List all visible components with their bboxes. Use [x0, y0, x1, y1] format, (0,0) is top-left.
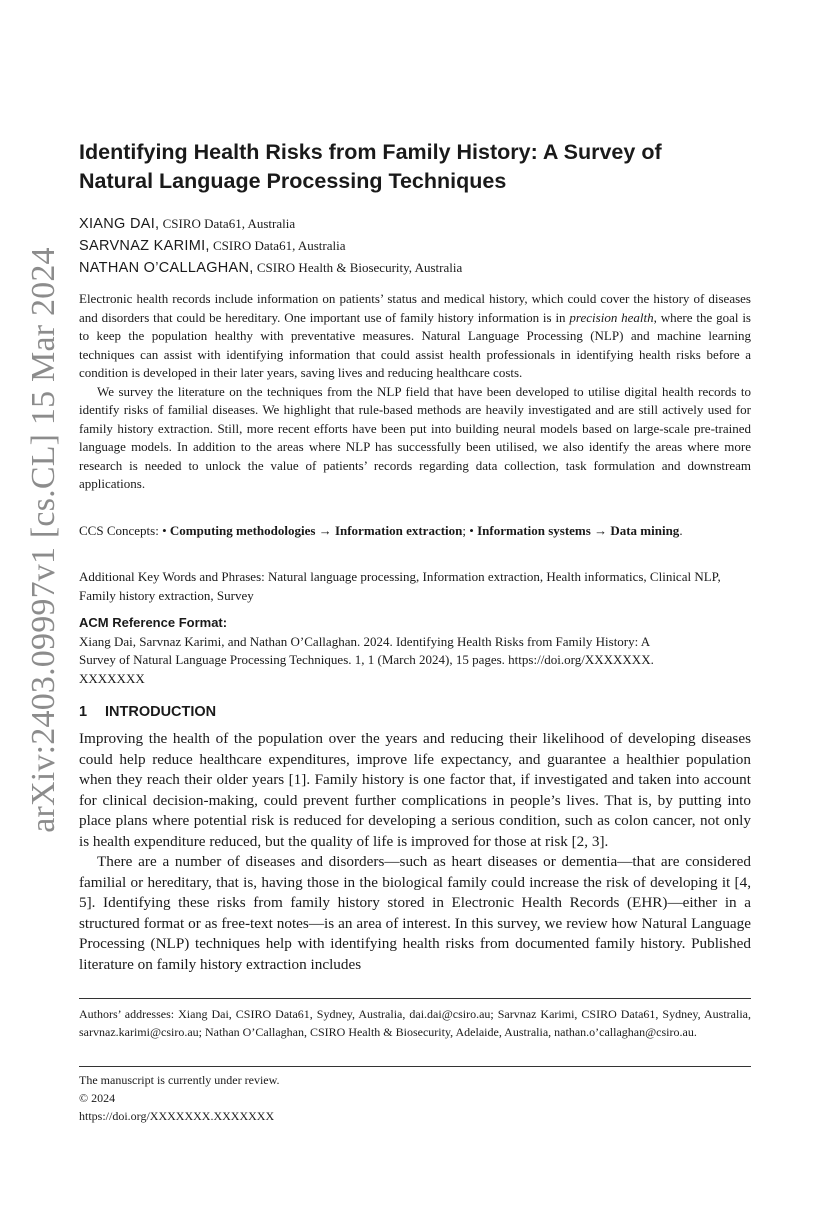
author-affiliation: CSIRO Data61, Australia [209, 238, 346, 253]
arxiv-stamp-text: arXiv:2403.09997v1 [cs.CL] 15 Mar 2024 [25, 247, 62, 833]
bullet-icon: • [469, 523, 474, 538]
abstract-text: Electronic health records include information on patients’ status and medical history, which could cover the history of diseases and disorders that could be hereditary. One important use of family history information is in [79, 291, 751, 325]
author-item [79, 257, 751, 279]
ccs-separator: ; [462, 523, 470, 538]
author-affiliation: CSIRO Health & Biosecurity, Australia [253, 260, 463, 275]
intro-paragraph-1: Improving the health of the population over the years and reducing their likelihood of developing diseases could help reduce healthcare expenditures, improve life expectancy, and guarantee a healthier population when they reach their older years [1]. Family history is one factor that, if investigated and taken into account for clinical decision-making, could prevent further complications in people’s lives. That is, by putting into place plans where potential risk is reduced for developing a serious condition, such as colon cancer, not only is health expenditure reduced, but the quality of life is improved for those at risk [2, 3]. [79, 730, 751, 850]
keywords: Additional Key Words and Phrases: Natural language processing, Information extraction, Health informatics, Clinical NLP, Family history extraction, Survey [79, 569, 721, 603]
author-name: NATHAN O’CALLAGHAN, [79, 260, 254, 276]
authors-addresses: Authors’ addresses: Xiang Dai, CSIRO Data61, Sydney, Australia, dai.dai@csiro.au; Sarvnaz Karimi, CSIRO Data61, Sydney, Australia, sarvnaz.karimi@csiro.au; Nathan O’Callaghan, CSIRO Health & Biosecurity, Adelaide, Australia, nathan.o’callaghan@csiro.au. [79, 1007, 751, 1039]
ccs-end: . [679, 523, 683, 538]
title-line-1: Identifying Health Risks from Family History: A Survey of [79, 140, 662, 164]
ccs-concept: Data mining [610, 523, 680, 538]
acm-reference-line: Survey of Natural Language Processing Techniques. 1, 1 (March 2024), 15 pages. https://doi.org/XXXXXXX. [79, 652, 654, 667]
arrow-right-icon: → [594, 523, 608, 538]
acm-reference-line: Xiang Dai, Sarvnaz Karimi, and Nathan O’Callaghan. 2024. Identifying Health Risks from Family History: A [79, 633, 651, 649]
author-name: XIANG DAI, [79, 216, 160, 232]
ccs-concepts [79, 521, 751, 540]
abstract-emphasis: precision health [569, 309, 654, 325]
intro-paragraph-2: There are a number of diseases and disorders—such as heart diseases or dementia—that are considered familial or hereditary, that is, having those in the biological family could increase the risk of developing it [4, 5]. Identifying these risks from family history stored in Electronic Health Records (EHR)—either in a structured format or as free-text notes—is an area of interest. In this survey, we review how Natural Language Processing (NLP) techniques help with identifying health risks from documented family history. Published literature on family history extraction includes [79, 853, 751, 973]
copyright: © 2024 [79, 1091, 116, 1105]
acm-reference-heading: ACM Reference Format: [79, 615, 228, 630]
review-note: The manuscript is currently under review. [79, 1073, 280, 1087]
footnote-divider [79, 998, 751, 999]
author-affiliation: CSIRO Data61, Australia [159, 216, 296, 231]
author-list [79, 213, 751, 279]
ccs-concept: Information systems [477, 523, 591, 538]
author-item [79, 213, 751, 235]
paper-title [79, 138, 751, 196]
ccs-concept: Information extraction [334, 523, 463, 538]
ccs-label: CCS Concepts: [79, 523, 163, 538]
acm-reference-line: XXXXXXX [79, 670, 145, 686]
abstract [79, 290, 751, 494]
title-line-2: Natural Language Processing Techniques [79, 169, 507, 193]
section-title: INTRODUCTION [105, 704, 217, 720]
author-name: SARVNAZ KARIMI, [79, 238, 210, 254]
ccs-concept: Computing methodologies [169, 523, 316, 538]
page-footer [79, 1071, 751, 1125]
arrow-right-icon: → [318, 523, 332, 538]
acm-reference [79, 614, 751, 688]
section-number: 1 [79, 704, 88, 720]
footer-divider [79, 1066, 751, 1067]
bullet-icon: • [162, 523, 167, 538]
arxiv-stamp [14, 230, 74, 850]
abstract-paragraph-2: We survey the literature on the techniques from the NLP field that have been developed to utilise digital health records to identify risks of familial diseases. We highlight that rule-based methods are heavily investigated and are still actively used for family history extraction. Still, more recent efforts have been put into building neural models based on large-scale pre-trained language models. In addition to the areas where NLP has successfully been utilised, we also identify the areas where more research is needed to unlock the value of patients’ records regarding data collection, task formulation and downstream applications. [79, 383, 751, 491]
doi-link[interactable]: https://doi.org/XXXXXXX.XXXXXXX [79, 1109, 275, 1123]
abstract-text: , where the goal is to keep the population healthy with preventative measures. Natural Language Processing (NLP) and machine learning techniques can assist with identifying information that could assist health professionals in identifying health risks before a condition is developed in their later years, saving lives and reducing healthcare costs. [79, 309, 751, 380]
introduction-body [79, 729, 751, 975]
abstract-paragraph-1 [79, 290, 751, 383]
section-heading [79, 704, 751, 720]
author-item [79, 235, 751, 257]
